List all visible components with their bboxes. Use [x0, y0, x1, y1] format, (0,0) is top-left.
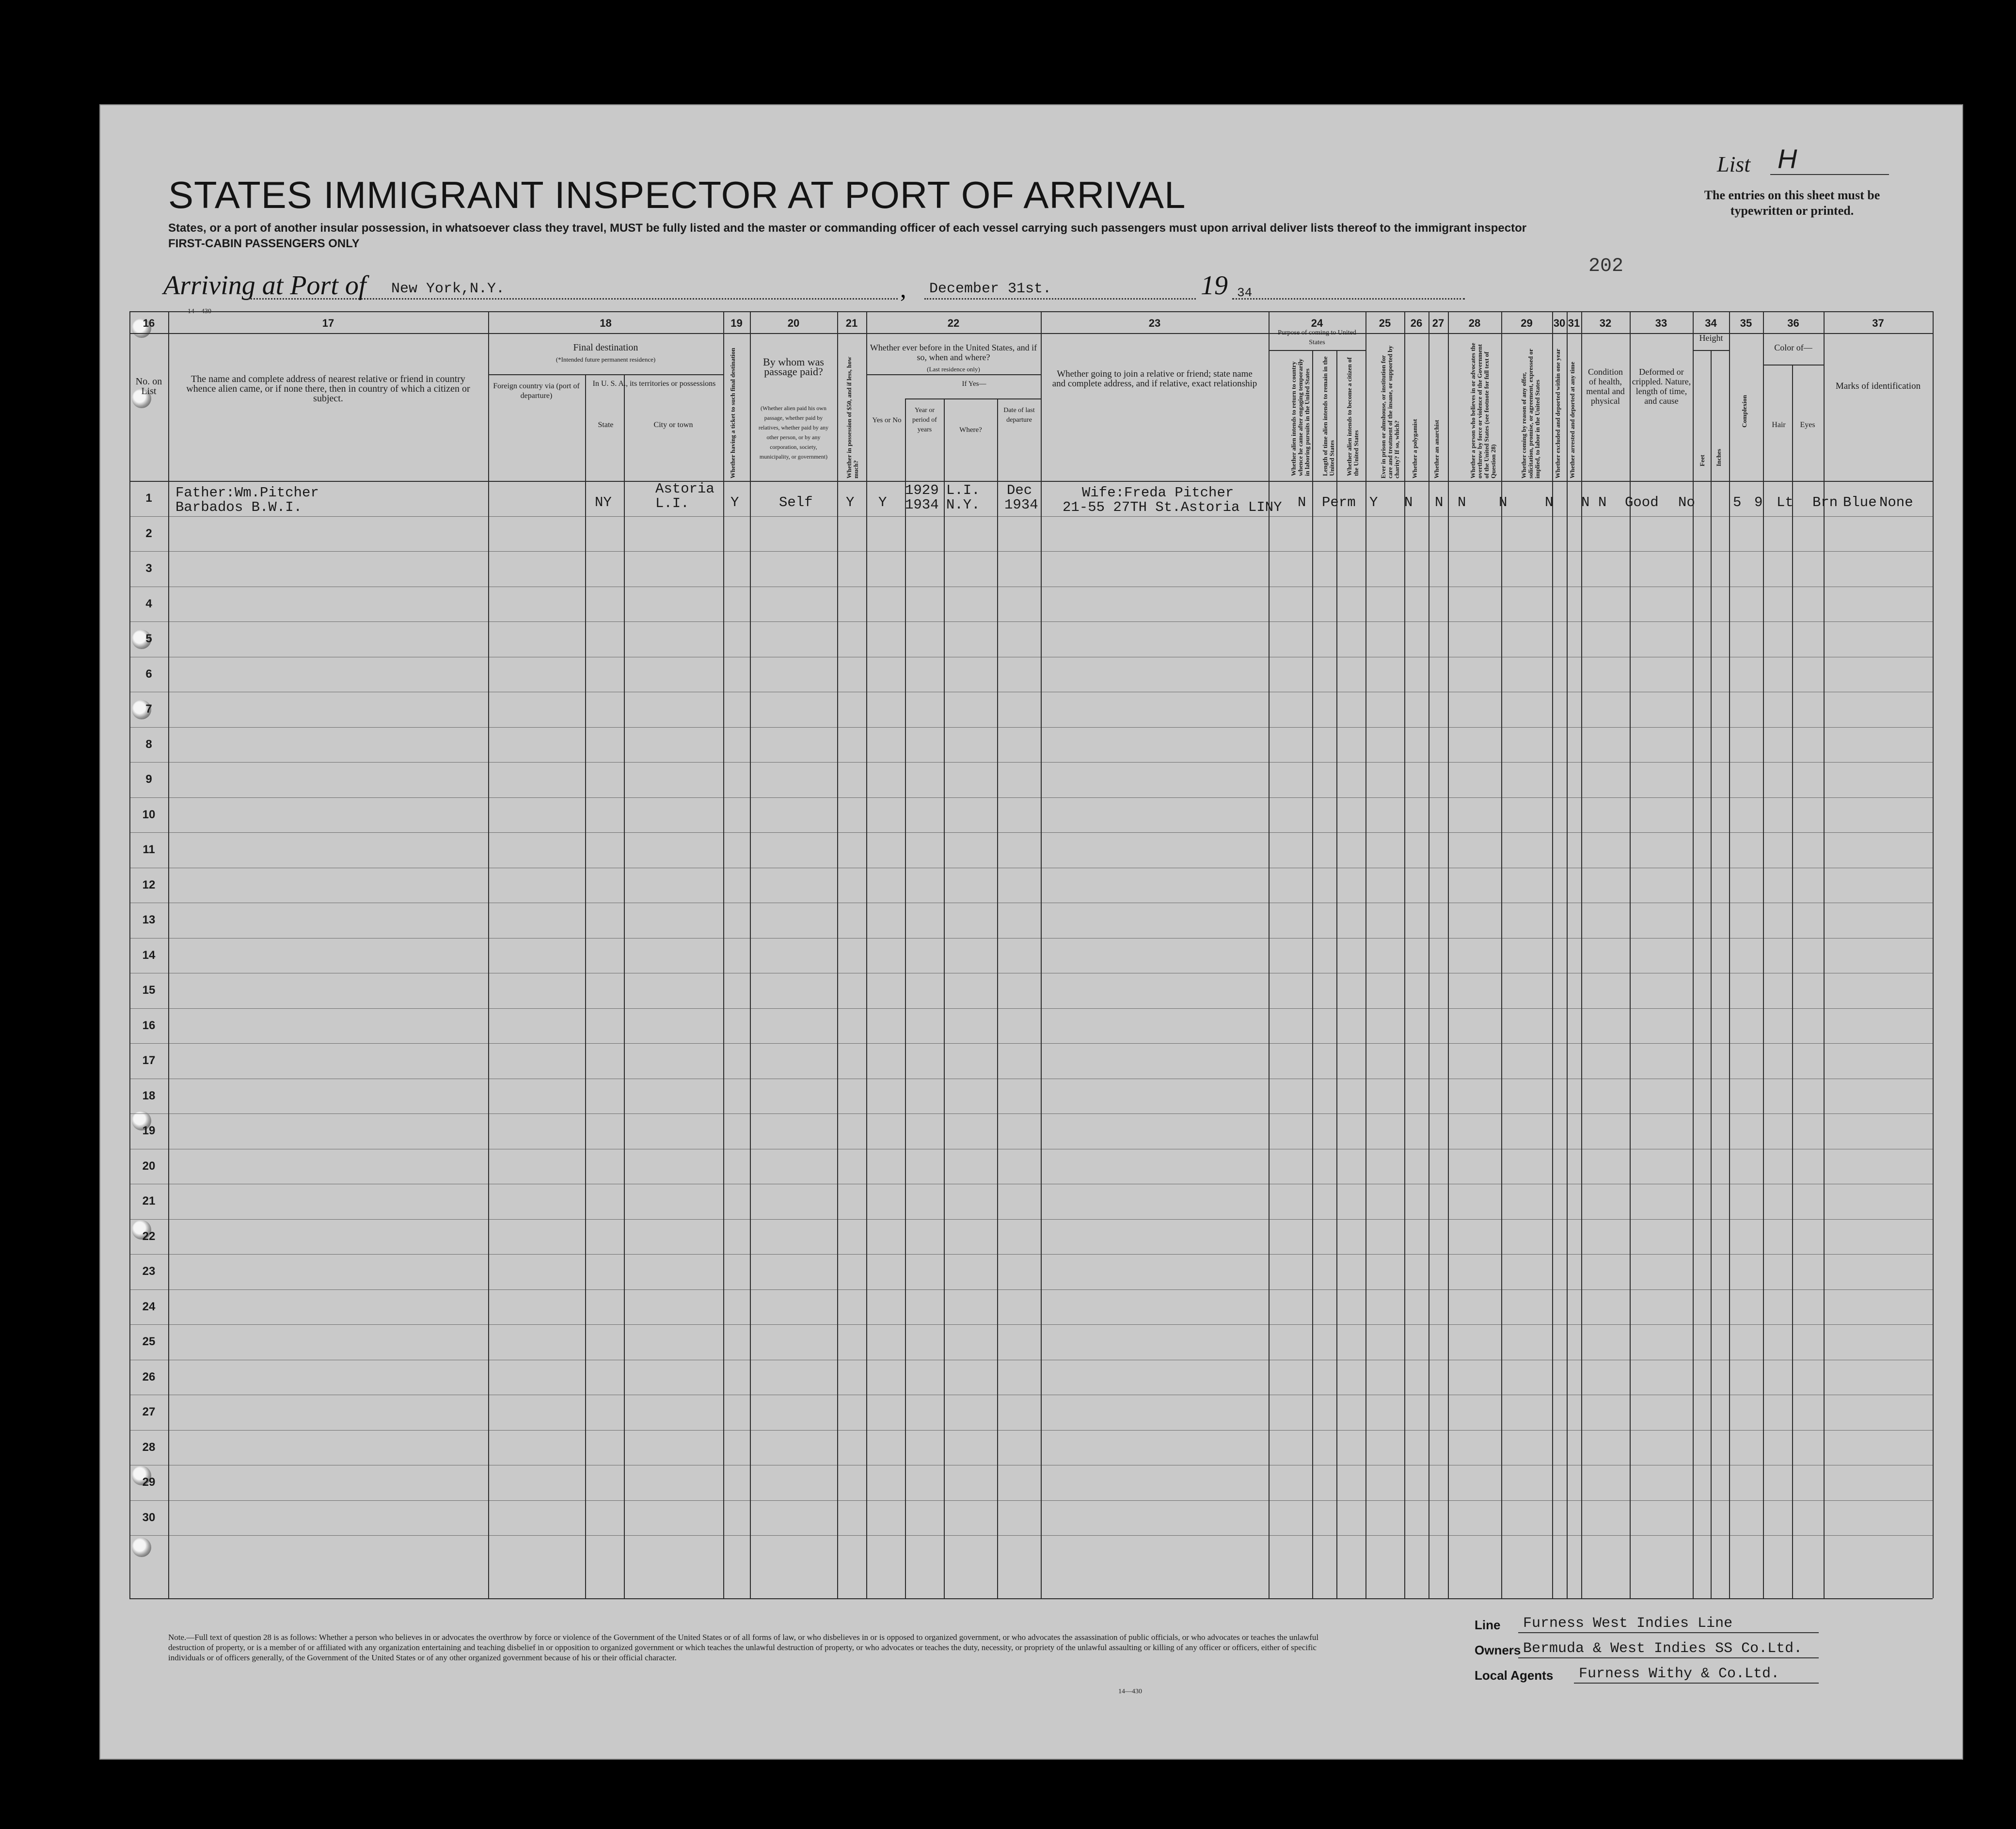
manifest-table	[129, 311, 1933, 1598]
return-intent-value: N	[1298, 494, 1306, 510]
prison-value: N	[1404, 494, 1413, 510]
column-number: 28	[1468, 317, 1481, 329]
row-divider	[129, 1254, 1933, 1255]
years-line-2: 1934	[905, 497, 939, 513]
departure-year: 1934	[1004, 497, 1038, 513]
header-final-destination: Final destination	[573, 342, 638, 353]
row-number: 10	[142, 808, 156, 821]
header-inches: Inches	[1715, 448, 1722, 466]
shipping-line-value: Furness West Indies Line	[1523, 1615, 1733, 1632]
line-label: Line	[1475, 1618, 1501, 1632]
header-complexion: Complexion	[1741, 395, 1748, 428]
line-underline	[1518, 1632, 1819, 1633]
eyes-value: Blue	[1843, 494, 1877, 510]
header-passage-note: (Whether alien paid his own passage, whether paid by relatives, whether paid by any other person, or by any corporation, society, municipality, or government)	[758, 405, 829, 460]
subheader-divider	[1763, 365, 1824, 366]
column-number: 25	[1379, 317, 1391, 329]
header-ticket: Whether having a ticket to such final destination	[729, 348, 736, 478]
column-divider	[1365, 311, 1366, 1598]
joining-relative-address: 21-55 27TH St.Astoria LINY	[1063, 499, 1282, 515]
header-bottom-border	[129, 481, 1933, 482]
column-number-divider	[129, 333, 1933, 334]
passage-paid-value: Self	[779, 494, 813, 510]
header-marks-identification: Marks of identification	[1835, 381, 1921, 391]
header-hair: Hair	[1772, 421, 1786, 429]
comma: ,	[900, 275, 906, 302]
header-fifty-dollars: Whether in possession of $50, and if less, how much?	[845, 356, 859, 478]
ticket-value: Y	[730, 494, 739, 510]
typewritten-note: The entries on this sheet must be typewritten or printed.	[1704, 188, 1880, 218]
header-return-intent: Whether alien intends to return to country whence he came after engaging temporarily in laboring pursuits in the United States	[1290, 358, 1311, 476]
header-length-of-stay: Length of time alien intends to remain in the United States	[1321, 356, 1335, 476]
header-arrested-deported: Whether arrested and deported at any time	[1569, 362, 1576, 478]
destination-state: NY	[595, 494, 612, 510]
manifest-sheet	[99, 104, 1963, 1760]
deformed-value: No	[1678, 494, 1695, 510]
citizen-intent-value: Y	[1369, 494, 1378, 510]
header-excluded: Whether excluded and deported within one year	[1554, 349, 1561, 478]
row-number: 18	[142, 1089, 156, 1102]
header-joining-relative: Whether going to join a relative or friend; state name and complete address, and if relative, exact relationship	[1052, 369, 1257, 389]
column-divider	[488, 311, 489, 1598]
header-polygamist: Whether a polygamist	[1411, 419, 1418, 478]
where-line-1: L.I.	[946, 482, 980, 498]
passenger-class: FIRST-CABIN PASSENGERS ONLY	[168, 237, 360, 250]
sub-column-divider	[1336, 350, 1337, 1598]
row-divider	[129, 1289, 1933, 1290]
row-divider	[129, 1324, 1933, 1325]
header-if-yes: If Yes—	[962, 380, 986, 388]
owners-label: Owners	[1475, 1643, 1521, 1657]
column-number: 31	[1568, 317, 1580, 329]
form-subtitle: States, or a port of another insular possession, in whatsoever class they travel, MUST be fully listed and the master or commanding officer of each vessel carrying such passengers must upon arrival deliver lists thereof to the immigrant inspector	[168, 222, 1527, 235]
arrival-date: December 31st.	[929, 281, 1052, 297]
column-divider	[129, 311, 130, 1598]
row-divider	[129, 1113, 1933, 1114]
arrival-year: 34	[1237, 286, 1253, 300]
header-final-destination-note: (*Intended future permanent residence)	[556, 356, 656, 363]
row-number: 13	[142, 913, 156, 926]
header-color-of: Color of—	[1774, 343, 1812, 352]
row-number: 27	[142, 1405, 156, 1418]
column-number: 16	[143, 317, 155, 329]
column-divider	[1729, 311, 1730, 1598]
departure-month: Dec	[1007, 482, 1032, 498]
header-nearest-relative: The name and complete address of nearest relative or friend in country whence alien came, or if none there, then in country of which a citizen or subject.	[186, 374, 470, 404]
local-agents-label: Local Agents	[1475, 1668, 1554, 1683]
row-number: 24	[142, 1300, 156, 1313]
column-number: 33	[1655, 317, 1667, 329]
owners-underline	[1518, 1657, 1819, 1658]
footer-form-number: 14—430	[1118, 1688, 1142, 1695]
year-line	[1232, 298, 1465, 300]
row-number: 15	[142, 984, 156, 997]
list-label: List	[1717, 152, 1751, 176]
header-health: Condition of health, mental and physical	[1586, 367, 1625, 406]
row-divider	[129, 762, 1933, 763]
header-city: City or town	[653, 421, 693, 429]
row-number: 2	[145, 526, 152, 540]
header-prison-almshouse: Ever in prison or almshouse, or institution for care and treatment of the insane, or supported by charity? If so, which?	[1380, 345, 1400, 478]
column-number: 20	[787, 317, 800, 329]
row-divider	[129, 1500, 1933, 1501]
row-number: 22	[142, 1229, 156, 1243]
column-divider	[1567, 311, 1568, 1598]
header-labor-offer: Whether coming by reason of any offer, solicitation, promise, or agreement, expressed or implied, to labor in the United States	[1520, 349, 1541, 478]
destination-city-region: L.I.	[655, 495, 689, 511]
sub-column-divider	[944, 398, 945, 1598]
header-yes-no: Yes or No	[872, 416, 902, 424]
arriving-label: Arriving at Port of	[163, 270, 366, 301]
row-divider	[129, 1008, 1933, 1009]
question-28-footnote: Note.—Full text of question 28 is as follows: Whether a person who believes in or advocates the overthrow by force or violence of the Government of the United States or of all forms of law, or who disbelieves in or is opposed to organized government, or who advocates the assassination of public officials, or who advocates or teaches the unlawful destruction of property, or is a member of or affiliated with any organization entertaining and teaching disbelief in or opposition to organized government or which teaches the unlawful destruction of property, or who advocates or teaches the duty, necessity, or propriety of the unlawful assaulting or killing of any officer or officers, either of specific individuals or of officers generally, of the Government of the United States or of any other organized government because of his or their official character.	[168, 1633, 1319, 1662]
row-number: 16	[142, 1018, 156, 1032]
row-number: 8	[145, 737, 152, 751]
header-foreign-country: Foreign country via (port of departure)	[493, 382, 580, 400]
complexion-value: Lt	[1777, 494, 1794, 510]
height-feet-value: 5	[1733, 494, 1742, 510]
column-number: 23	[1148, 317, 1161, 329]
header-year-period: Year or period of years	[912, 407, 937, 433]
subheader-divider	[488, 374, 723, 375]
row-number: 23	[142, 1265, 156, 1278]
subheader-divider	[1269, 350, 1365, 351]
column-number: 26	[1410, 317, 1423, 329]
column-number: 24	[1311, 317, 1323, 329]
column-divider	[1933, 311, 1934, 1598]
anarchist-value: N	[1458, 494, 1466, 510]
where-line-2: N.Y.	[946, 497, 980, 513]
years-line-1: 1929	[905, 482, 939, 498]
row-number: 3	[145, 562, 152, 575]
header-state: State	[598, 421, 614, 429]
column-divider	[723, 311, 724, 1598]
deported-value: N	[1598, 494, 1607, 510]
column-divider	[168, 311, 169, 1598]
hair-value: Brn	[1812, 494, 1838, 510]
header-where: Where?	[959, 426, 982, 434]
row-divider	[129, 1535, 1933, 1536]
before-in-us-value: Y	[878, 494, 887, 510]
column-number: 19	[730, 317, 743, 329]
row-number: 7	[145, 702, 152, 716]
labor-offer-value: N	[1545, 494, 1554, 510]
header-passage-paid: By whom was passage paid?	[763, 356, 824, 378]
row-number: 5	[145, 632, 152, 645]
header-eyes: Eyes	[1800, 421, 1815, 429]
column-number: 30	[1553, 317, 1566, 329]
sub-column-divider	[997, 398, 998, 1598]
header-last-residence: (Last residence only)	[927, 366, 980, 373]
row-number: 26	[142, 1370, 156, 1384]
marks-value: None	[1879, 494, 1913, 510]
column-number: 21	[845, 317, 858, 329]
row-divider	[129, 727, 1933, 728]
row-number: 12	[142, 878, 156, 891]
column-number: 17	[322, 317, 334, 329]
row-number: 17	[142, 1054, 156, 1067]
column-number: 36	[1787, 317, 1799, 329]
column-number: 32	[1599, 317, 1612, 329]
row-divider	[129, 832, 1933, 833]
subheader-divider	[866, 374, 1041, 375]
row-number: 25	[142, 1335, 156, 1348]
sub-column-divider	[1711, 350, 1712, 1598]
row-number: 1	[145, 492, 152, 505]
sub-column-divider	[1792, 365, 1793, 1598]
relative-address: Barbados B.W.I.	[175, 499, 302, 515]
column-number: 27	[1432, 317, 1445, 329]
date-line	[924, 298, 1196, 300]
column-number: 37	[1872, 317, 1884, 329]
header-date-departure: Date of last departure	[1003, 407, 1035, 424]
row-number: 14	[142, 948, 156, 962]
polygamist-value: N	[1435, 494, 1444, 510]
length-of-stay-value: Perm	[1322, 494, 1356, 510]
column-number: 34	[1705, 317, 1717, 329]
row-divider	[129, 621, 1933, 622]
fifty-dollars-value: Y	[846, 494, 855, 510]
list-number: H	[1778, 143, 1797, 174]
destination-city: Astoria	[655, 481, 714, 497]
column-number: 22	[947, 317, 960, 329]
row-divider	[129, 1430, 1933, 1431]
row-divider	[129, 797, 1933, 798]
column-number: 18	[600, 317, 612, 329]
header-purpose: Purpose of coming to United States	[1278, 329, 1356, 346]
form-title: STATES IMMIGRANT INSPECTOR AT PORT OF ARRIVAL	[168, 174, 1186, 216]
joining-relative-name: Wife:Freda Pitcher	[1082, 485, 1234, 501]
row-number: 28	[142, 1440, 156, 1454]
row-number: 9	[145, 773, 152, 786]
header-no-on-list: No. on List	[135, 376, 162, 397]
header-before-in-us: Whether ever before in the United States, and if so, when and where?	[870, 343, 1037, 362]
owners-value: Bermuda & West Indies SS Co.Ltd.	[1523, 1640, 1803, 1657]
year-prefix: 19	[1201, 270, 1228, 301]
header-height: Height	[1699, 333, 1723, 343]
row-number: 20	[142, 1159, 156, 1173]
row-number: 6	[145, 667, 152, 681]
sub-column-divider	[624, 374, 625, 1598]
column-divider	[750, 311, 751, 1598]
column-divider	[1448, 311, 1449, 1598]
row-number: 11	[143, 843, 155, 856]
row-divider	[129, 551, 1933, 552]
agents-underline	[1574, 1683, 1819, 1684]
row-number: 19	[142, 1124, 156, 1137]
header-in-usa: In U. S. A., its territories or possessions	[592, 380, 716, 388]
sub-column-divider	[1312, 350, 1313, 1598]
header-citizen-intent: Whether alien intends to become a citizen of the United States	[1346, 357, 1360, 476]
row-number: 29	[142, 1476, 156, 1489]
table-bottom-border	[129, 1598, 1933, 1599]
sub-column-divider	[905, 398, 906, 1598]
excluded-value: N	[1581, 494, 1590, 510]
row-divider	[129, 516, 1933, 517]
table-top-border	[129, 311, 1933, 312]
header-question-28: Whether a person who believes in or advocates the overthrow by force or violence of the Government of the United States (see footnote for full text of Question 28)	[1469, 343, 1497, 478]
local-agents-value: Furness Withy & Co.Ltd.	[1579, 1666, 1780, 1682]
arrival-port: New York,N.Y.	[391, 281, 505, 297]
row-divider	[129, 1219, 1933, 1220]
form-number: 14—430	[188, 308, 211, 315]
health-value: Good	[1625, 494, 1659, 510]
subheader-divider	[1693, 350, 1729, 351]
question-28-value: N	[1499, 494, 1508, 510]
relative-name: Father:Wm.Pitcher	[175, 485, 319, 501]
row-number: 30	[142, 1511, 156, 1524]
header-anarchist: Whether an anarchist	[1433, 420, 1440, 478]
sub-column-divider	[585, 374, 586, 1598]
subheader-divider	[905, 398, 1041, 399]
header-deformed: Deformed or crippled. Nature, length of time, and cause	[1632, 367, 1691, 406]
row-number: 21	[142, 1194, 156, 1208]
header-feet: Feet	[1699, 455, 1706, 466]
list-underline	[1770, 174, 1889, 175]
column-divider	[866, 311, 867, 1598]
row-number: 4	[145, 597, 152, 610]
row-divider	[129, 1043, 1933, 1044]
column-divider	[837, 311, 838, 1598]
height-inches-value: 9	[1754, 494, 1763, 510]
column-divider	[1041, 311, 1042, 1598]
port-line	[248, 298, 898, 300]
column-number: 29	[1521, 317, 1533, 329]
page-stamp-number: 202	[1588, 255, 1624, 277]
column-divider	[1763, 311, 1764, 1598]
column-number: 35	[1740, 317, 1752, 329]
